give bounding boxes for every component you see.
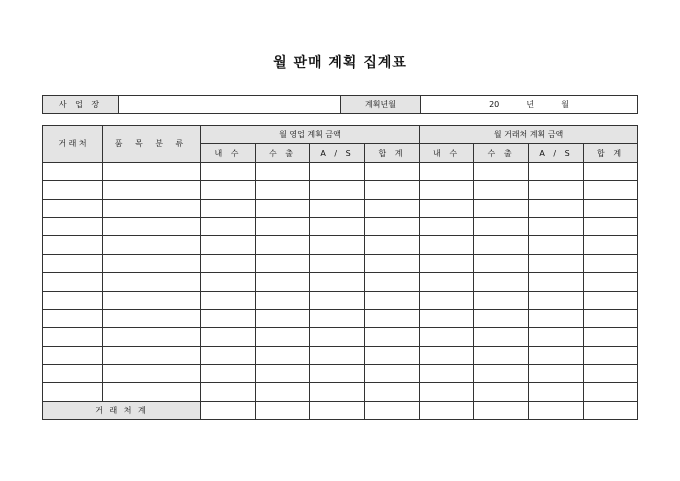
table-cell[interactable] xyxy=(310,217,365,235)
total-cell[interactable] xyxy=(256,401,310,419)
table-cell[interactable] xyxy=(365,291,420,309)
table-cell[interactable] xyxy=(201,309,256,327)
plan-month-suffix: 월 xyxy=(561,100,569,109)
info-table xyxy=(42,95,638,114)
table-cell[interactable] xyxy=(43,217,103,235)
client-export-header: 수 출 xyxy=(474,144,529,162)
sales-export-header: 수 출 xyxy=(256,144,310,162)
table-cell[interactable] xyxy=(310,291,365,309)
table-cell[interactable] xyxy=(201,236,256,254)
table-cell[interactable] xyxy=(103,273,201,291)
table-cell[interactable] xyxy=(43,291,103,309)
table-row xyxy=(43,291,638,309)
table-cell[interactable] xyxy=(103,254,201,272)
table-cell[interactable] xyxy=(365,328,420,346)
table-cell[interactable] xyxy=(529,273,584,291)
table-cell[interactable] xyxy=(103,291,201,309)
table-cell[interactable] xyxy=(365,383,420,401)
client-total-label: 거 래 처 계 xyxy=(43,401,201,419)
table-cell[interactable] xyxy=(256,181,310,199)
client-domestic-header: 내 수 xyxy=(420,144,474,162)
table-row xyxy=(43,383,638,401)
table-cell[interactable] xyxy=(43,254,103,272)
header-row-1 xyxy=(43,126,638,144)
total-cell[interactable] xyxy=(365,401,420,419)
table-cell[interactable] xyxy=(474,273,529,291)
table-cell[interactable] xyxy=(103,181,201,199)
table-cell[interactable] xyxy=(201,254,256,272)
table-cell[interactable] xyxy=(529,162,584,180)
table-cell[interactable] xyxy=(201,181,256,199)
total-cell[interactable] xyxy=(584,401,638,419)
table-cell[interactable] xyxy=(365,162,420,180)
total-row xyxy=(43,401,638,419)
table-cell[interactable] xyxy=(474,309,529,327)
table-cell[interactable] xyxy=(310,328,365,346)
table-row xyxy=(43,199,638,217)
total-cell[interactable] xyxy=(201,401,256,419)
table-cell[interactable] xyxy=(420,254,474,272)
table-cell[interactable] xyxy=(256,254,310,272)
table-cell[interactable] xyxy=(43,181,103,199)
business-label: 사 업 장 xyxy=(43,96,119,114)
table-cell[interactable] xyxy=(310,383,365,401)
sales-as-header: A / S xyxy=(310,144,365,162)
table-cell[interactable] xyxy=(310,346,365,364)
table-cell[interactable] xyxy=(584,254,638,272)
table-cell[interactable] xyxy=(365,309,420,327)
table-row xyxy=(43,254,638,272)
table-cell[interactable] xyxy=(201,346,256,364)
table-cell[interactable] xyxy=(529,181,584,199)
table-cell[interactable] xyxy=(529,309,584,327)
table-cell[interactable] xyxy=(43,199,103,217)
total-cell[interactable] xyxy=(474,401,529,419)
table-cell[interactable] xyxy=(310,273,365,291)
table-cell[interactable] xyxy=(201,291,256,309)
table-cell[interactable] xyxy=(529,365,584,383)
table-row xyxy=(43,328,638,346)
table-cell[interactable] xyxy=(310,254,365,272)
table-body xyxy=(43,162,638,401)
table-row xyxy=(43,365,638,383)
table-cell[interactable] xyxy=(584,365,638,383)
table-cell[interactable] xyxy=(365,217,420,235)
table-cell[interactable] xyxy=(584,291,638,309)
table-cell[interactable] xyxy=(529,291,584,309)
table-cell[interactable] xyxy=(43,273,103,291)
table-cell[interactable] xyxy=(474,346,529,364)
table-cell[interactable] xyxy=(103,199,201,217)
table-row xyxy=(43,181,638,199)
table-cell[interactable] xyxy=(529,254,584,272)
table-cell[interactable] xyxy=(584,236,638,254)
table-cell[interactable] xyxy=(365,236,420,254)
table-row xyxy=(43,217,638,235)
table-cell[interactable] xyxy=(256,162,310,180)
table-cell[interactable] xyxy=(43,328,103,346)
table-cell[interactable] xyxy=(365,273,420,291)
total-cell[interactable] xyxy=(420,401,474,419)
page-title: 월 판매 계획 집계표 xyxy=(273,55,407,71)
table-row xyxy=(43,309,638,327)
table-cell[interactable] xyxy=(474,199,529,217)
table-cell[interactable] xyxy=(420,365,474,383)
table-cell[interactable] xyxy=(256,291,310,309)
table-cell[interactable] xyxy=(584,217,638,235)
table-cell[interactable] xyxy=(365,199,420,217)
table-cell[interactable] xyxy=(43,383,103,401)
table-cell[interactable] xyxy=(103,383,201,401)
table-cell[interactable] xyxy=(256,346,310,364)
table-cell[interactable] xyxy=(420,383,474,401)
table-cell[interactable] xyxy=(474,217,529,235)
table-cell[interactable] xyxy=(584,309,638,327)
business-field[interactable] xyxy=(119,96,341,114)
table-cell[interactable] xyxy=(103,328,201,346)
table-cell[interactable] xyxy=(310,181,365,199)
table-cell[interactable] xyxy=(474,291,529,309)
table-cell[interactable] xyxy=(365,346,420,364)
table-cell[interactable] xyxy=(310,365,365,383)
plan-year-prefix: 20 xyxy=(489,100,500,109)
table-cell[interactable] xyxy=(474,383,529,401)
table-cell[interactable] xyxy=(201,365,256,383)
sales-domestic-header: 내 수 xyxy=(201,144,256,162)
table-cell[interactable] xyxy=(584,181,638,199)
table-cell[interactable] xyxy=(103,236,201,254)
table-cell[interactable] xyxy=(474,236,529,254)
table-cell[interactable] xyxy=(103,309,201,327)
table-cell[interactable] xyxy=(256,309,310,327)
table-cell[interactable] xyxy=(365,181,420,199)
table-cell[interactable] xyxy=(256,199,310,217)
table-cell[interactable] xyxy=(310,162,365,180)
table-cell[interactable] xyxy=(365,254,420,272)
table-cell[interactable] xyxy=(584,383,638,401)
table-cell[interactable] xyxy=(529,346,584,364)
table-cell[interactable] xyxy=(256,328,310,346)
table-cell[interactable] xyxy=(474,181,529,199)
plan-period-field[interactable] xyxy=(421,96,638,114)
sales-plan-group-header: 월 영업 계획 금액 xyxy=(201,126,420,144)
table-cell[interactable] xyxy=(103,346,201,364)
table-cell[interactable] xyxy=(529,383,584,401)
table-cell[interactable] xyxy=(420,199,474,217)
client-header: 거 래 처 xyxy=(43,126,103,163)
client-as-header: A / S xyxy=(529,144,584,162)
table-cell[interactable] xyxy=(201,217,256,235)
table-cell[interactable] xyxy=(201,273,256,291)
table-cell[interactable] xyxy=(103,365,201,383)
table-cell[interactable] xyxy=(103,217,201,235)
table-cell[interactable] xyxy=(584,199,638,217)
table-row xyxy=(43,346,638,364)
table-cell[interactable] xyxy=(103,162,201,180)
table-cell[interactable] xyxy=(310,236,365,254)
table-cell[interactable] xyxy=(43,236,103,254)
table-cell[interactable] xyxy=(201,383,256,401)
table-cell[interactable] xyxy=(474,365,529,383)
category-header: 품 목 분 류 xyxy=(103,126,201,163)
table-cell[interactable] xyxy=(584,273,638,291)
table-cell[interactable] xyxy=(584,328,638,346)
table-cell[interactable] xyxy=(529,199,584,217)
sales-total-header: 합 계 xyxy=(365,144,420,162)
table-cell[interactable] xyxy=(43,309,103,327)
table-cell[interactable] xyxy=(474,328,529,346)
table-cell[interactable] xyxy=(529,236,584,254)
table-cell[interactable] xyxy=(365,365,420,383)
table-cell[interactable] xyxy=(420,328,474,346)
table-cell[interactable] xyxy=(529,217,584,235)
table-cell[interactable] xyxy=(474,162,529,180)
table-cell[interactable] xyxy=(420,291,474,309)
table-cell[interactable] xyxy=(256,365,310,383)
table-cell[interactable] xyxy=(474,254,529,272)
plan-period-label: 계획년월 xyxy=(341,96,421,114)
table-row xyxy=(43,162,638,180)
table-row xyxy=(43,236,638,254)
table-cell[interactable] xyxy=(43,365,103,383)
table-cell[interactable] xyxy=(310,199,365,217)
table-cell[interactable] xyxy=(529,328,584,346)
table-cell[interactable] xyxy=(256,383,310,401)
client-plan-group-header: 월 거래처 계획 금액 xyxy=(420,126,638,144)
total-cell[interactable] xyxy=(310,401,365,419)
table-cell[interactable] xyxy=(201,328,256,346)
table-cell[interactable] xyxy=(420,162,474,180)
client-total-header: 합 계 xyxy=(584,144,638,162)
table-cell[interactable] xyxy=(256,236,310,254)
table-cell[interactable] xyxy=(584,346,638,364)
table-cell[interactable] xyxy=(256,217,310,235)
table-cell[interactable] xyxy=(584,162,638,180)
table-row xyxy=(43,273,638,291)
table-cell[interactable] xyxy=(420,273,474,291)
table-cell[interactable] xyxy=(256,273,310,291)
sales-plan-table xyxy=(42,125,638,420)
total-cell[interactable] xyxy=(529,401,584,419)
table-cell[interactable] xyxy=(201,199,256,217)
table-cell[interactable] xyxy=(43,162,103,180)
table-cell[interactable] xyxy=(420,346,474,364)
table-cell[interactable] xyxy=(420,181,474,199)
table-cell[interactable] xyxy=(420,309,474,327)
table-cell[interactable] xyxy=(43,346,103,364)
table-cell[interactable] xyxy=(201,162,256,180)
table-cell[interactable] xyxy=(420,217,474,235)
plan-year-suffix: 년 xyxy=(526,100,535,109)
table-cell[interactable] xyxy=(310,309,365,327)
table-cell[interactable] xyxy=(420,236,474,254)
